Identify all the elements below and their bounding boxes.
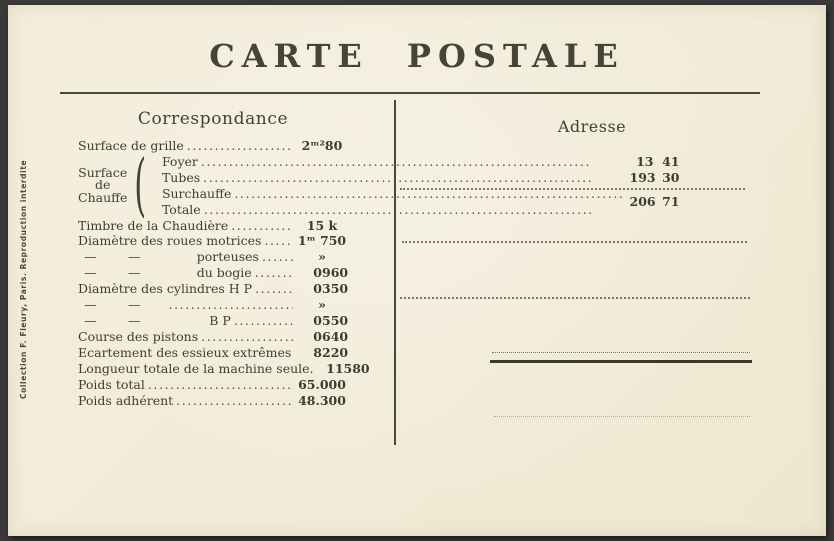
publisher-credit: Collection F. Fleury, Paris. Reproduction interdite bbox=[19, 159, 28, 399]
dot-leader bbox=[262, 249, 293, 265]
dot-leader bbox=[148, 377, 293, 393]
dot-leader bbox=[169, 297, 294, 313]
adresse-panel bbox=[396, 105, 824, 457]
value-whole: 0 bbox=[313, 265, 322, 281]
spec-label: Surface de grille bbox=[78, 138, 184, 153]
spec-row bbox=[78, 329, 348, 345]
spec-value bbox=[297, 345, 348, 361]
spec-label: Timbre de la Chaudière bbox=[78, 217, 229, 233]
address-line-1 bbox=[400, 188, 745, 190]
value-fraction: 550 bbox=[322, 312, 349, 328]
value-fraction: 30 bbox=[662, 169, 680, 185]
dot-leader bbox=[255, 265, 293, 281]
spec-label: Poids adhérent bbox=[78, 392, 174, 408]
spec-value bbox=[296, 329, 348, 345]
spec-label: — — du bogie bbox=[78, 265, 252, 281]
group-brace-icon: ( bbox=[134, 145, 147, 225]
spec-label: — — porteuses bbox=[78, 249, 259, 265]
value-whole: 8 bbox=[313, 344, 322, 360]
dot-leader bbox=[231, 218, 293, 234]
spec-label: Longueur totale de la machine seule. bbox=[78, 360, 314, 376]
card-title: CARTE POSTALE bbox=[209, 37, 625, 75]
spec-value: » bbox=[318, 249, 326, 265]
address-line-3 bbox=[400, 297, 750, 299]
spec-value: » bbox=[318, 297, 326, 313]
dot-leader bbox=[176, 393, 293, 409]
spec-value bbox=[296, 265, 348, 281]
value-whole: 0 bbox=[313, 312, 322, 328]
spec-row bbox=[78, 233, 348, 249]
value-fraction: 580 bbox=[343, 360, 370, 376]
address-line-5 bbox=[494, 416, 750, 417]
spec-row bbox=[78, 297, 348, 313]
spec-label: Foyer bbox=[161, 153, 198, 169]
value-fraction: 640 bbox=[322, 328, 349, 344]
dot-leader bbox=[255, 281, 293, 297]
spec-label: Totale bbox=[161, 201, 201, 217]
spec-label: Tubes bbox=[161, 169, 201, 185]
value-fraction: 41 bbox=[662, 153, 680, 169]
spec-row bbox=[78, 138, 348, 154]
spec-label: Course des pistons bbox=[78, 328, 199, 344]
spec-row bbox=[78, 281, 348, 297]
dot-leader bbox=[201, 329, 293, 345]
spec-label: — — B P bbox=[78, 312, 231, 328]
spec-label: Poids total bbox=[78, 376, 145, 392]
address-line-2 bbox=[402, 241, 747, 243]
spec-row bbox=[78, 313, 348, 329]
spec-row bbox=[78, 377, 348, 393]
value-fraction: 71 bbox=[662, 193, 680, 209]
spec-value: 48.300 bbox=[298, 392, 346, 408]
postcard bbox=[8, 5, 826, 536]
value-whole: 0 bbox=[313, 328, 322, 344]
title-rule bbox=[60, 92, 760, 94]
spec-label: Ecartement des essieux extrêmes bbox=[78, 344, 292, 360]
dot-leader bbox=[234, 313, 293, 329]
value-whole: 11 bbox=[326, 360, 344, 376]
spec-row bbox=[78, 249, 348, 265]
value-fraction: 350 bbox=[322, 281, 349, 297]
spec-row bbox=[78, 345, 348, 361]
value-whole: 13 bbox=[636, 153, 654, 169]
spec-row bbox=[78, 360, 370, 377]
correspondance-heading: Correspondance bbox=[137, 109, 289, 129]
value-fraction: 220 bbox=[322, 344, 349, 360]
value-whole: 0 bbox=[313, 281, 322, 297]
spec-value: 15 k bbox=[306, 217, 338, 233]
adresse-heading: Adresse bbox=[557, 117, 627, 136]
spec-label: Diamètre des roues motrices bbox=[78, 233, 262, 249]
dot-leader bbox=[187, 138, 293, 154]
value-whole: 206 bbox=[629, 193, 656, 209]
address-underline-solid bbox=[490, 360, 752, 363]
dot-leader bbox=[264, 233, 293, 249]
spec-row bbox=[78, 265, 348, 281]
spec-value: 1ᵐ 750 bbox=[297, 233, 347, 249]
spec-group-title: Surface de Chauffe bbox=[78, 164, 128, 206]
spec-value: 65.000 bbox=[298, 376, 346, 392]
spec-row bbox=[78, 393, 348, 409]
spec-label: — — bbox=[78, 297, 166, 313]
address-line-4 bbox=[492, 352, 750, 353]
spec-value: 2ᵐ²80 bbox=[301, 138, 343, 153]
spec-row bbox=[78, 218, 348, 234]
spec-table bbox=[78, 138, 680, 408]
value-fraction: 960 bbox=[322, 265, 349, 281]
spec-value bbox=[296, 313, 348, 329]
spec-label: Surchauffe bbox=[161, 185, 232, 201]
value-whole: 193 bbox=[629, 169, 656, 185]
spec-value bbox=[296, 281, 348, 297]
spec-label: Diamètre des cylindres H P bbox=[78, 281, 253, 297]
spec-value bbox=[320, 361, 370, 377]
